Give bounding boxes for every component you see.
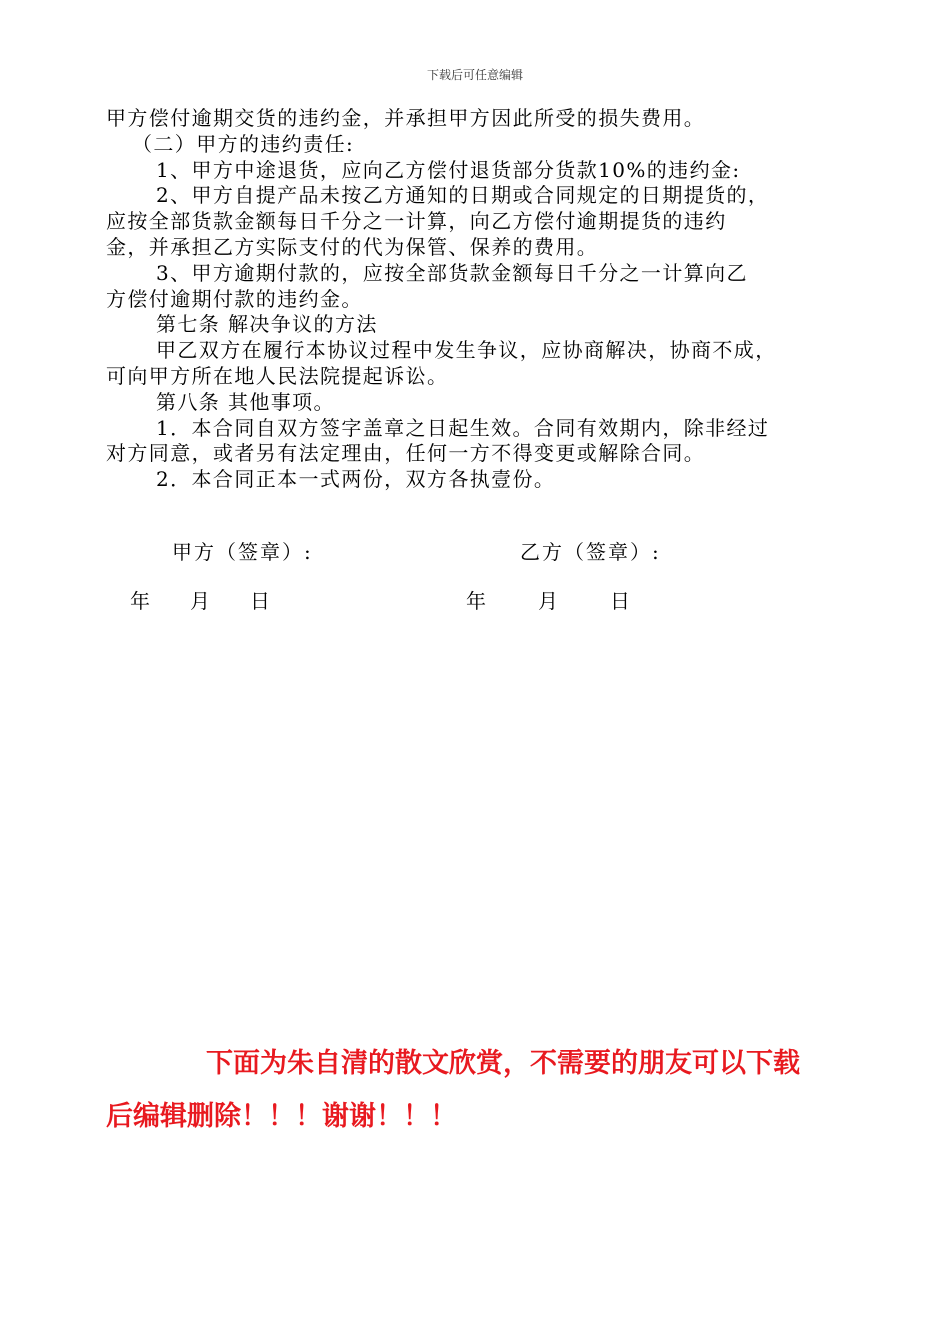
page-header: 下载后可任意编辑 <box>426 68 523 82</box>
party-a-date-month: 月 <box>190 589 210 613</box>
party-b-date-year: 年 <box>466 589 486 613</box>
party-a-date-day: 日 <box>250 589 270 613</box>
text-line: 应按全部货款金额每日千分之一计算，向乙方偿付逾期提货的违约 <box>106 209 727 234</box>
text-line: 甲乙双方在履行本协议过程中发生争议，应协商解决，协商不成， <box>156 338 777 363</box>
notice-line-1: 下面为朱自清的散文欣赏，不需要的朋友可以下载 <box>206 1048 800 1079</box>
section-heading: 第七条 解决争议的方法 <box>156 312 378 337</box>
text-line: 3、甲方逾期付款的，应按全部货款金额每日千分之一计算向乙 <box>156 260 748 285</box>
text-line: 1、甲方中途退货，应向乙方偿付退货部分货款10%的违约金: <box>156 157 741 182</box>
text-line: 金，并承担乙方实际支付的代为保管、保养的费用。 <box>106 234 599 259</box>
text-line: 2．本合同正本一式两份，双方各执壹份。 <box>156 467 556 492</box>
text-line: 可向甲方所在地人民法院提起诉讼。 <box>106 363 449 388</box>
party-b-date-day: 日 <box>610 589 630 613</box>
text-line: 方偿付逾期付款的违约金。 <box>106 286 363 311</box>
party-b-signature-label: 乙方（签章）: <box>520 540 661 564</box>
text-line: 对方同意，或者另有法定理由，任何一方不得变更或解除合同。 <box>106 441 706 466</box>
text-line: 甲方偿付逾期交货的违约金，并承担甲方因此所受的损失费用。 <box>106 106 706 130</box>
text-line: 1．本合同自双方签字盖章之日起生效。合同有效期内，除非经过 <box>156 415 770 440</box>
party-a-date-year: 年 <box>130 589 150 613</box>
text-line: 2、甲方自提产品未按乙方通知的日期或合同规定的日期提货的， <box>156 183 770 208</box>
section-heading: 第八条 其他事项。 <box>156 389 335 414</box>
text-line: （二）甲方的违约责任: <box>132 131 355 156</box>
party-a-signature-label: 甲方（签章）: <box>172 540 313 564</box>
party-b-date-month: 月 <box>538 589 558 613</box>
contract-body <box>106 106 886 493</box>
notice-line-2: 后编辑删除！！！谢谢！！！ <box>106 1101 457 1132</box>
